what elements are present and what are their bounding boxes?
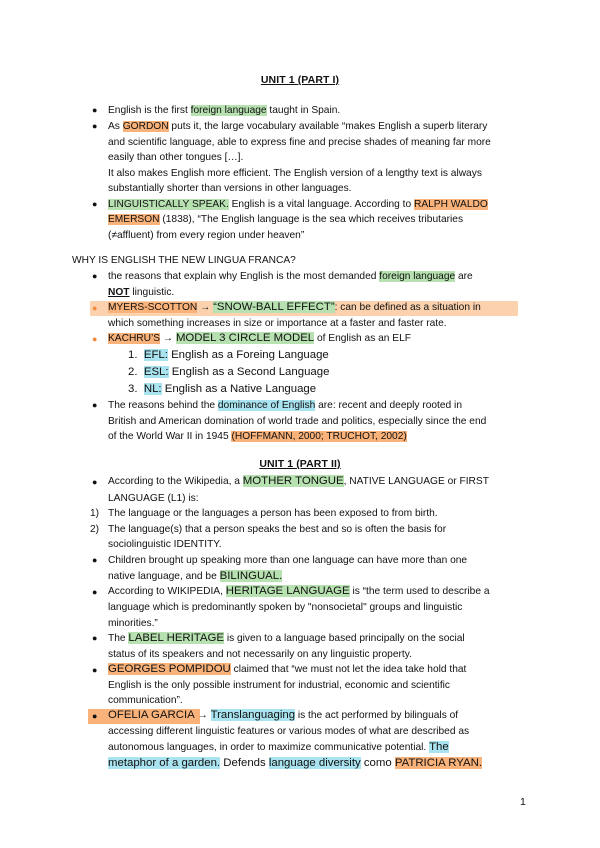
part1-bullet3-line3: (≠affluent) from every region under heaven” <box>108 229 305 241</box>
part1-bullet3-line1: LINGUISTICALLY SPEAK. English is a vital language. According to RALPH WALDO <box>108 198 488 210</box>
bullet-icon: ● <box>92 400 98 410</box>
p2-num1: The language or the languages a person has been exposed to from birth. <box>108 508 438 519</box>
numbered-marker: 2) <box>90 523 100 535</box>
lf-bullet3: KACHRU’S → MODEL 3 CIRCLE MODEL of English as an ELF <box>108 332 411 344</box>
ol-item-esl: 2. ESL: English as a Second Language <box>128 366 330 378</box>
p2-bullet3-line1: According to WIKIPEDIA, HERITAGE LANGUAGE is “the term used to describe a <box>108 585 490 597</box>
page-number: 1 <box>520 796 526 808</box>
part1-bullet3-line2: EMERSON (1838), “The English language is the sea which receives tributaries <box>108 214 464 225</box>
p2-bullet2-line1: Children brought up speaking more than one language can have more than one <box>108 555 468 566</box>
p2-bullet4-line2: status of its speakers and not necessarily on any linguistic property. <box>108 648 412 660</box>
p2-bullet1-line2: LANGUAGE (L1) is: <box>108 492 199 504</box>
p2-bullet3-line2: language which is predominantly spoken by "nonsocietal" groups and linguistic <box>108 602 463 613</box>
part1-bullet2-line2: and scientific language, able to express fine and precise shades of meaning far more <box>108 136 491 148</box>
ol-item-nl: 3. NL: English as a Native Language <box>128 383 317 395</box>
part1-bullet2-line4: It also makes English more efficient. The English version of a lengthy text is always <box>108 167 482 179</box>
p2-bullet6-line1: OFELIA GARCIA → Translanguaging is the act performed by bilinguals of <box>108 709 459 721</box>
bullet-icon: ● <box>92 555 98 565</box>
lf-bullet1-line2: NOT linguistic. <box>108 286 175 298</box>
p2-bullet5-line3: communication”. <box>108 695 183 706</box>
bullet-icon: ● <box>92 664 98 675</box>
part1-bullet2-line3: easily than other tongues […]. <box>108 152 244 163</box>
bullet-icon: ● <box>92 105 98 115</box>
p2-bullet5-line1: GEORGES POMPIDOU claimed that “we must not let the idea take hold that <box>108 662 467 675</box>
bullet-icon: ● <box>92 477 98 487</box>
bullet-icon: ● <box>92 711 98 721</box>
p2-bullet6-line4: metaphor of a garden. Defends language diversity como PATRICIA RYAN. <box>108 756 483 769</box>
bullet-icon: ● <box>92 633 98 643</box>
p2-bullet2-line2: native language, and be BILINGUAL. <box>108 569 283 582</box>
part1-bullet1: English is the first foreign language taught in Spain. <box>108 105 341 116</box>
p2-bullet3-line3: minorities.” <box>108 617 158 629</box>
unit1-part1-title: UNIT 1 (PART I) <box>260 74 340 86</box>
p2-bullet5-line2: English is the only possible instrument for industrial, economic and scientific <box>108 679 451 691</box>
lf-bullet2-line2: which something increases in size or importance at a faster and faster rate. <box>108 318 447 329</box>
p2-bullet6-line2: accessing different linguistic features or various modes of what are described as <box>108 726 470 737</box>
part1-bullet2-line5: substantially shorter than versions in other languages. <box>108 183 352 194</box>
lf-bullet1-line1: the reasons that explain why English is the most demanded foreign language are <box>108 271 473 282</box>
lf-bullet4-line2: British and American domination of world trade and politics, especially since the end <box>108 415 487 427</box>
bullet-icon: ● <box>92 303 98 313</box>
unit1-part2-title: UNIT 1 (PART II) <box>259 458 341 470</box>
bullet-icon: ● <box>92 271 98 281</box>
p2-bullet6-line3: autonomous languages, in order to maximize communicative potential. The <box>108 740 449 753</box>
numbered-marker: 1) <box>90 508 100 519</box>
lf-bullet4-line1: The reasons behind the dominance of English are: recent and deeply rooted in <box>108 400 462 411</box>
lf-bullet2-line1: MYERS-SCOTTON → “SNOW-BALL EFFECT”: can be defined as a situation in <box>108 301 481 313</box>
bullet-icon: ● <box>92 334 98 344</box>
part1-bullet2-line1: As GORDON puts it, the large vocabulary available “makes English a superb literary <box>108 121 488 132</box>
bullet-icon: ● <box>92 121 98 131</box>
bullet-icon: ● <box>92 586 98 597</box>
p2-num2-line2: sociolinguistic IDENTITY. <box>108 539 222 550</box>
lf-bullet4-line3: of the World War II in 1945 (HOFFMANN, 2000; TRUCHOT, 2002) <box>108 431 407 442</box>
lingua-franca-heading: WHY IS ENGLISH THE NEW LINGUA FRANCA? <box>72 255 296 266</box>
p2-bullet1-line1: According to the Wikipedia, a MOTHER TONGUE, NATIVE LANGUAGE or FIRST <box>108 475 489 487</box>
p2-bullet4-line1: The LABEL HERITAGE is given to a language based principally on the social <box>108 631 465 644</box>
bullet-icon: ● <box>92 198 98 209</box>
ol-item-efl: 1. EFL: English as a Foreing Language <box>128 349 329 361</box>
p2-num2-line1: The language(s) that a person speaks the best and so is often the basis for <box>108 523 447 535</box>
